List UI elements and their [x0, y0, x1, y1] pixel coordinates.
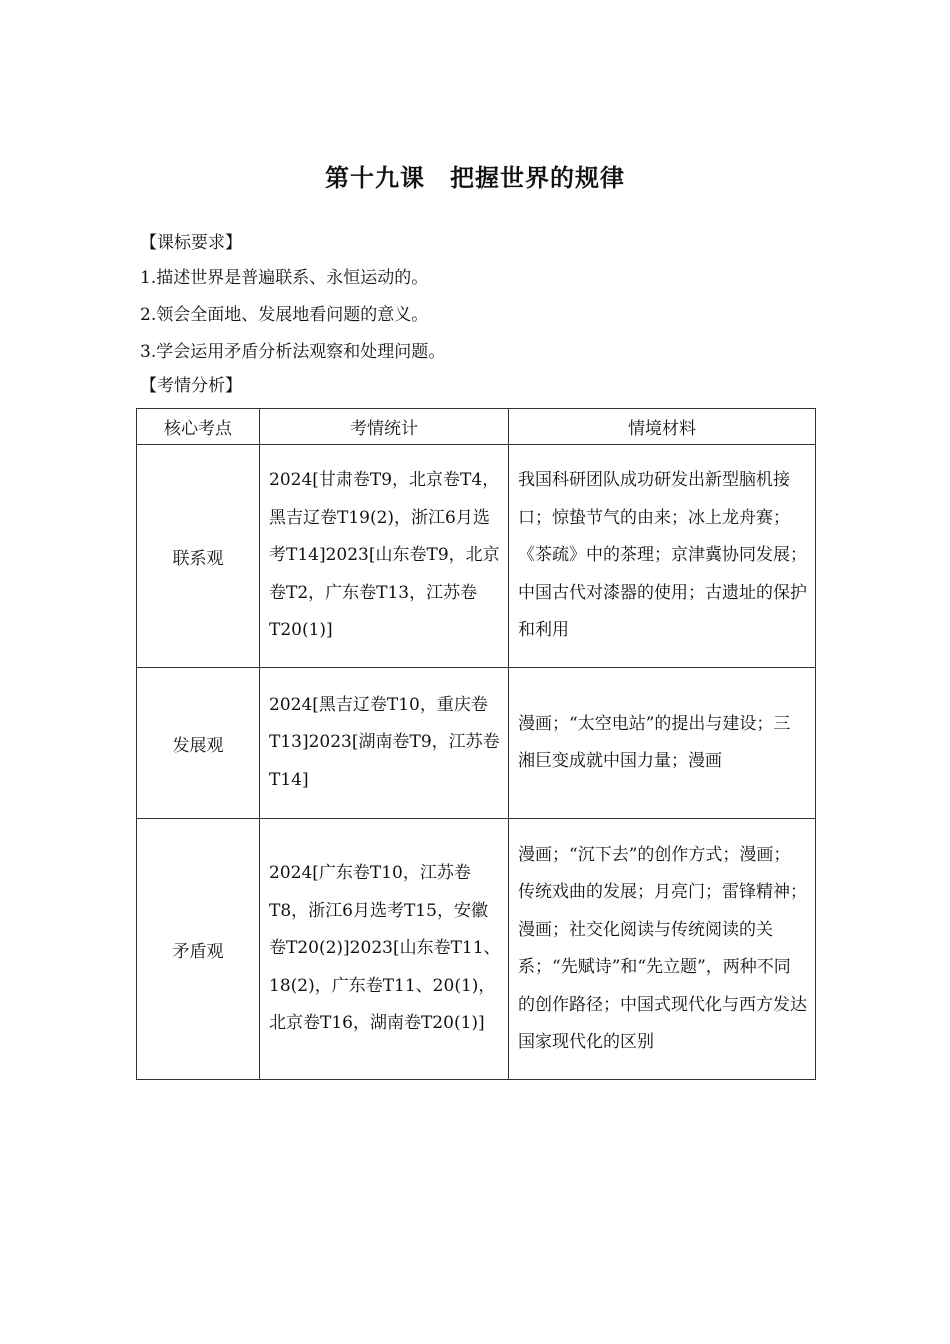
requirement-item: 3.学会运用矛盾分析法观察和处理问题。 — [140, 342, 446, 362]
material-cell: 漫画；“沉下去”的创作方式；漫画；传统戏曲的发展；月亮门；雷锋精神；漫画；社交化阅读与传统阅读的关系；“先赋诗”和“先立题”，两种不同的创作路径；中国式现代化与西方发达国家现代化的区别 — [509, 819, 816, 1080]
topic-cell: 矛盾观 — [137, 819, 260, 1080]
header-stats: 考情统计 — [260, 409, 509, 445]
exam-analysis-table — [136, 408, 816, 1080]
header-material: 情境材料 — [509, 409, 816, 445]
stats-cell: 2024[广东卷T10，江苏卷T8，浙江6月选考T15，安徽卷T20(2)]2023[山东卷T11、18(2)，广东卷T11、20(1)，北京卷T16，湖南卷T20(1)] — [260, 819, 509, 1080]
stats-cell: 2024[黑吉辽卷T10，重庆卷T13]2023[湖南卷T9，江苏卷T14] — [260, 668, 509, 819]
table-row — [137, 819, 816, 1080]
material-cell: 我国科研团队成功研发出新型脑机接口；惊蛰节气的由来；冰上龙舟赛；《茶疏》中的茶理；京津冀协同发展；中国古代对漆器的使用；古遗址的保护和利用 — [509, 445, 816, 668]
table-row — [137, 668, 816, 819]
requirement-item: 1.描述世界是普遍联系、永恒运动的。 — [140, 268, 429, 288]
table-header-row — [137, 409, 816, 445]
analysis-heading: 【考情分析】 — [140, 376, 242, 396]
material-cell: 漫画；“太空电站”的提出与建设；三湘巨变成就中国力量；漫画 — [509, 668, 816, 819]
topic-cell: 联系观 — [137, 445, 260, 668]
header-topic: 核心考点 — [137, 409, 260, 445]
requirement-item: 2.领会全面地、发展地看问题的意义。 — [140, 305, 429, 325]
requirements-heading: 【课标要求】 — [140, 233, 242, 253]
page-title: 第十九课 把握世界的规律 — [325, 164, 625, 192]
table-row — [137, 445, 816, 668]
topic-cell: 发展观 — [137, 668, 260, 819]
stats-cell: 2024[甘肃卷T9，北京卷T4，黑吉辽卷T19(2)，浙江6月选考T14]2023[山东卷T9，北京卷T2，广东卷T13，江苏卷T20(1)] — [260, 445, 509, 668]
